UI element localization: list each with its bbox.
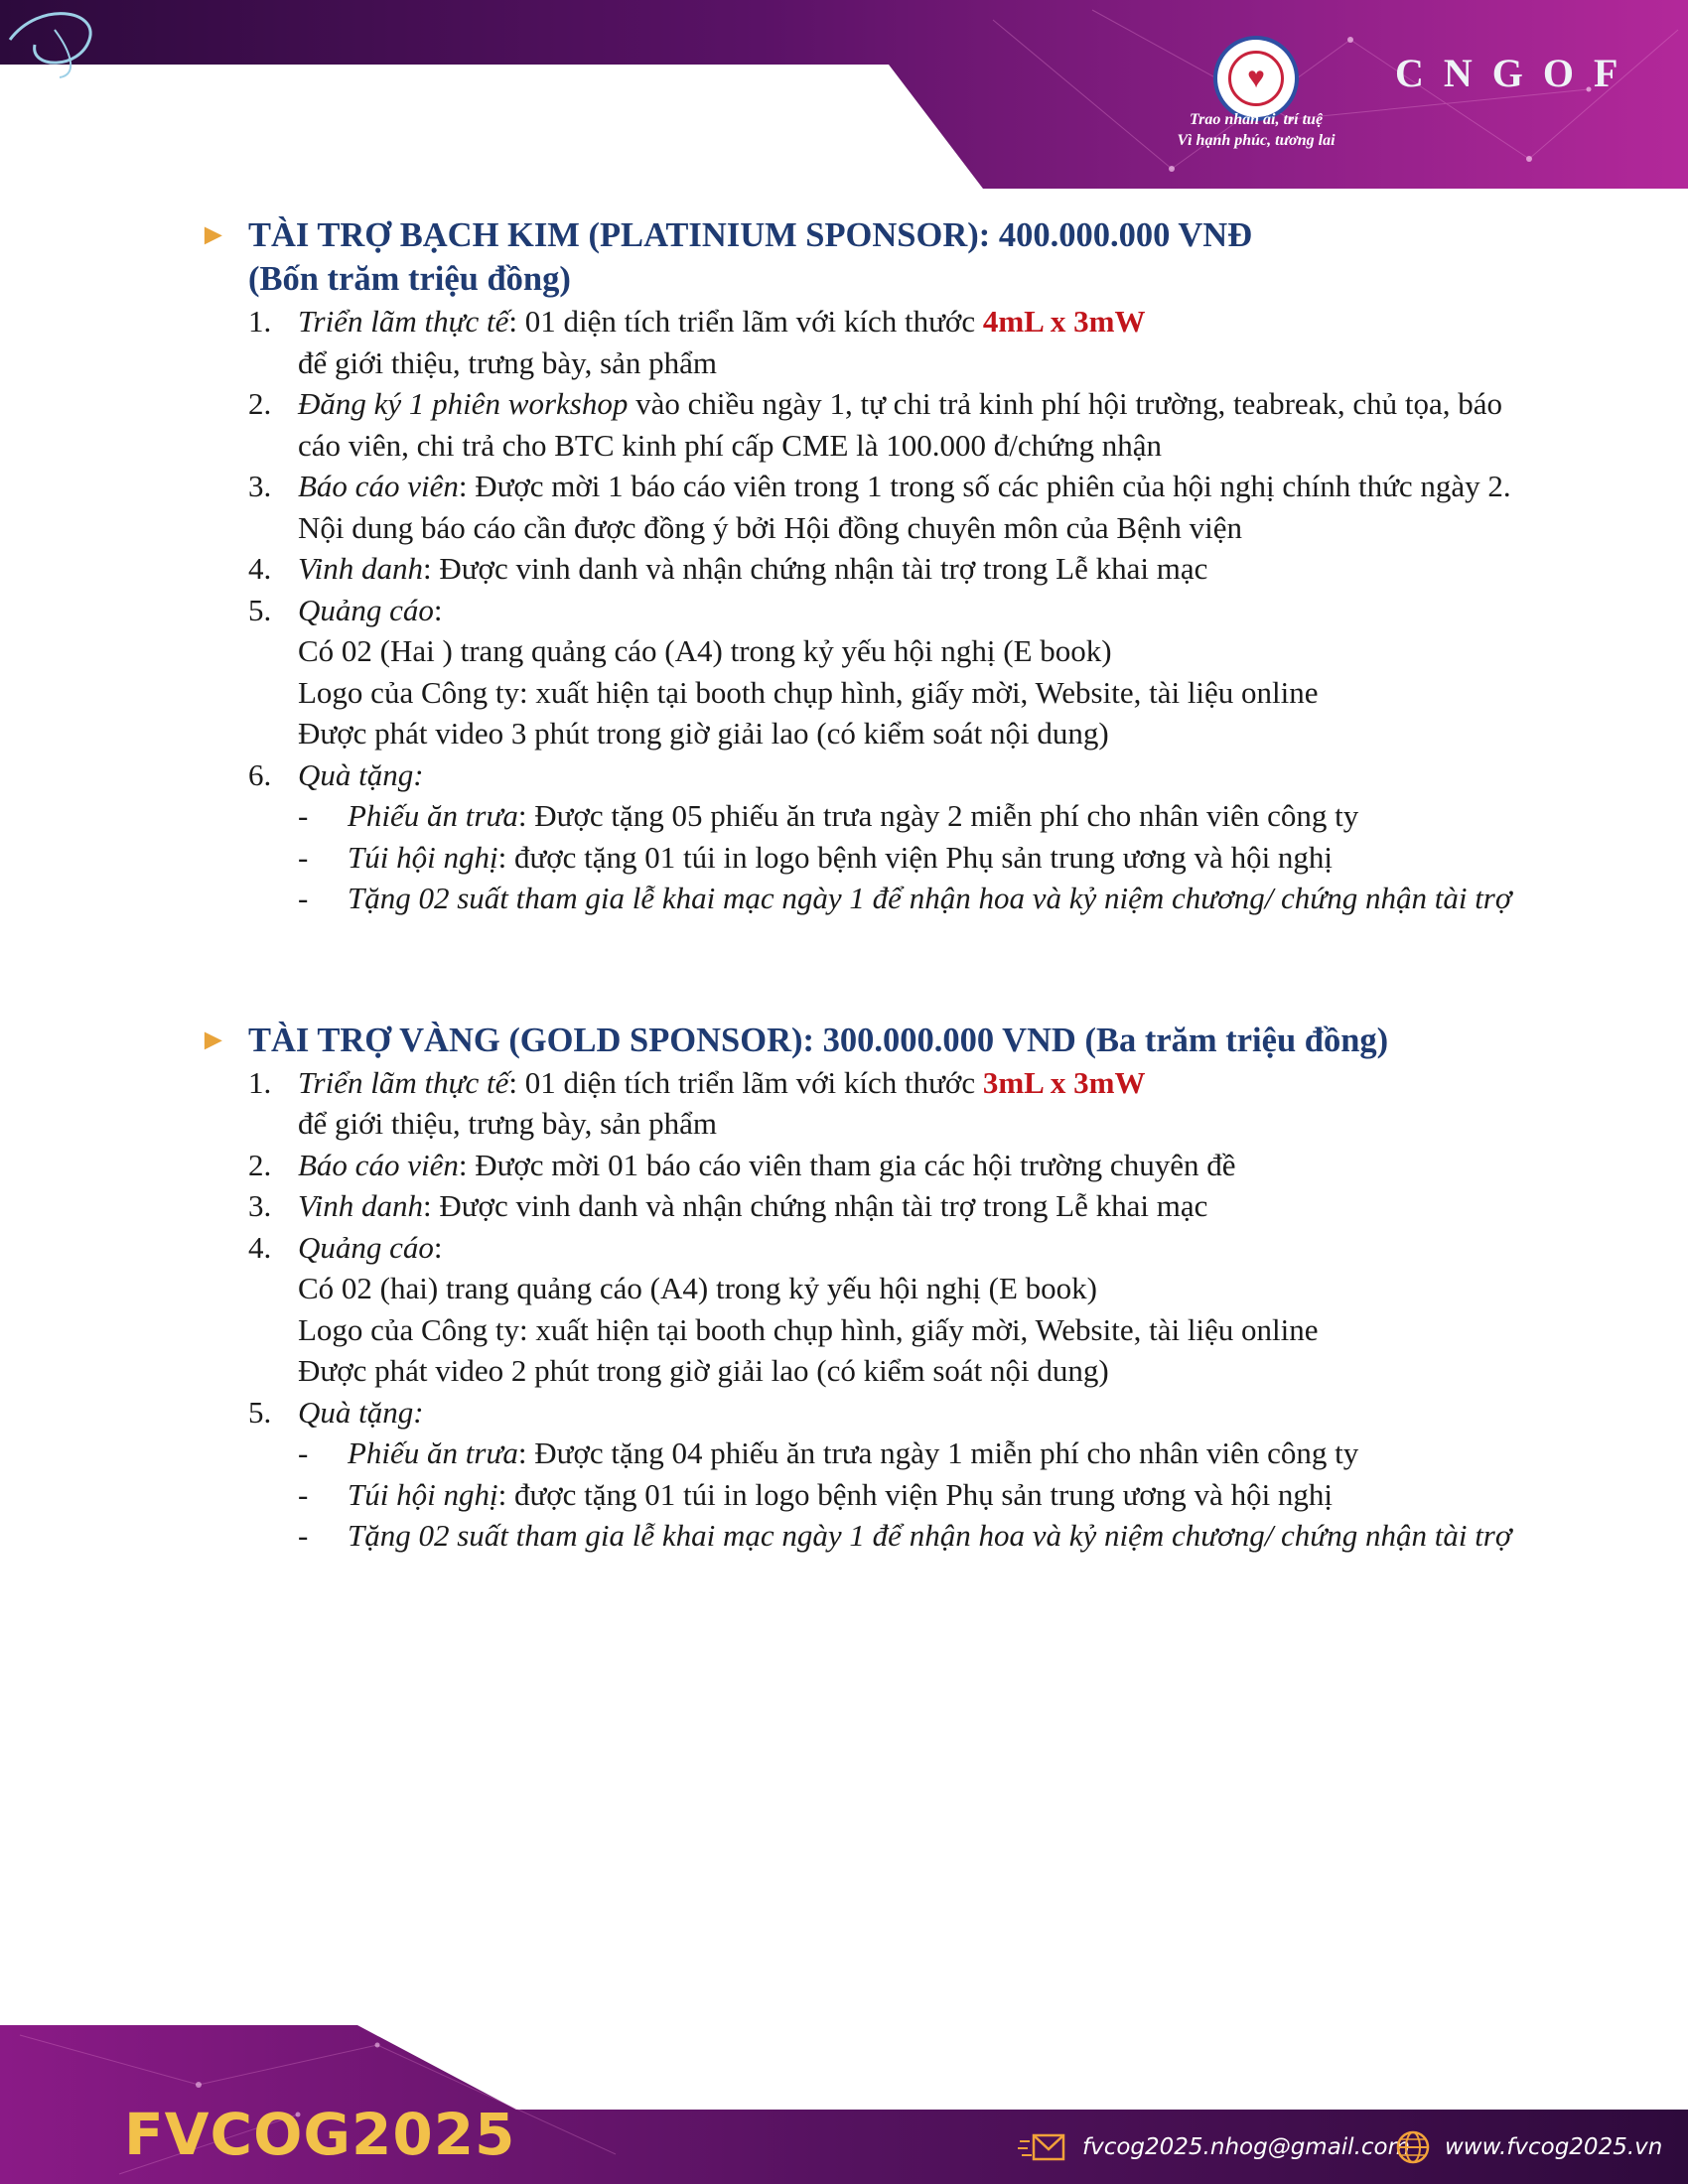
booth-size: 3mL x 3mW xyxy=(982,1064,1146,1100)
sub-item: - Tặng 02 suất tham gia lễ khai mạc ngày 1 để nhận hoa và kỷ niệm chương/ chứng nhận tài trợ xyxy=(298,1518,1512,1553)
slogan-line-2: Vì hạnh phúc, tương lai xyxy=(1177,132,1336,149)
list-item: 5. Quà tặng: xyxy=(248,1394,424,1430)
sub-item: - Phiếu ăn trưa: Được tặng 04 phiếu ăn trưa ngày 1 miễn phí cho nhân viên công ty xyxy=(298,1435,1359,1470)
cngof-swirl-icon xyxy=(0,0,119,79)
platinum-title-line-1: TÀI TRỢ BẠCH KIM (PLATINIUM SPONSOR): 400.000.000 VNĐ xyxy=(248,216,1253,254)
list-item: 3. Vinh danh: Được vinh danh và nhận chứng nhận tài trợ trong Lễ khai mạc xyxy=(248,1188,1208,1223)
gold-section-title xyxy=(199,1019,1549,1062)
heart-icon: ♥ xyxy=(1228,51,1284,106)
booth-size: 4mL x 3mW xyxy=(982,304,1146,339)
platinum-title-line-2: (Bốn trăm triệu đồng) xyxy=(248,260,571,298)
slogan-line-1: Trao nhân ái, trí tuệ xyxy=(1189,111,1324,128)
list-item: 1. Triển lãm thực tế: 01 diện tích triển lãm với kích thước 4mL x 3mW để giới thiệu, trưng bày, sản phẩm xyxy=(248,304,1146,380)
sub-item: - Túi hội nghị: được tặng 01 túi in logo bệnh viện Phụ sản trung ương và hội nghị xyxy=(298,839,1334,875)
list-item: 6. Quà tặng: xyxy=(248,756,424,792)
gold-benefits-list xyxy=(248,1062,1549,1557)
platinum-benefits-list xyxy=(248,301,1549,919)
list-item: 5. Quảng cáo: Có 02 (Hai ) trang quảng cáo (A4) trong kỷ yếu hội nghị (E book) Logo của Công ty: xuất hiện tại booth chụp hình, giấy mời, Website, tài liệu online Được phát video 3 phút trong giờ giải lao (có kiểm soát nội dung) xyxy=(248,592,1319,751)
list-item: 4. Quảng cáo: Có 02 (hai) trang quảng cáo (A4) trong kỷ yếu hội nghị (E book) Logo của Công ty: xuất hiện tại booth chụp hình, giấy mời, Website, tài liệu online Được phát video 2 phút trong giờ giải lao (có kiểm soát nội dung) xyxy=(248,1229,1319,1388)
arrow-icon: ► xyxy=(199,1023,228,1056)
document-body xyxy=(199,213,1549,1557)
sub-item: - Túi hội nghị: được tặng 01 túi in logo bệnh viện Phụ sản trung ương và hội nghị xyxy=(298,1476,1334,1512)
gift-sublist xyxy=(298,795,1549,919)
email-address[interactable]: fvcog2025.nhog@gmail.com xyxy=(1082,2134,1411,2160)
header-banner xyxy=(0,0,1688,189)
list-item: 2. Báo cáo viên: Được mời 01 báo cáo viên tham gia các hội trường chuyên đề xyxy=(248,1147,1236,1182)
arrow-icon: ► xyxy=(199,218,228,251)
list-item: 2. Đăng ký 1 phiên workshop vào chiều ngày 1, tự chi trả kinh phí hội trường, teabreak, chủ tọa, báo cáo viên, chi trả cho BTC kinh phí cấp CME là 100.000 đ/chứng nhận xyxy=(248,386,1503,463)
globe-icon xyxy=(1395,2129,1431,2165)
list-item: 4. Vinh danh: Được vinh danh và nhận chứng nhận tài trợ trong Lễ khai mạc xyxy=(248,551,1208,586)
sub-item: - Tặng 02 suất tham gia lễ khai mạc ngày 1 để nhận hoa và kỷ niệm chương/ chứng nhận tài trợ xyxy=(298,881,1512,915)
platinum-section-title xyxy=(199,213,1549,301)
gift-sublist xyxy=(298,1433,1549,1557)
list-item: 1. Triển lãm thực tế: 01 diện tích triển lãm với kích thước 3mL x 3mW để giới thiệu, trưng bày, sản phẩm xyxy=(248,1064,1146,1141)
cngof-logo: CNGOF xyxy=(1395,51,1638,95)
website-link[interactable]: www.fvcog2025.vn xyxy=(1445,2134,1663,2160)
hospital-slogan xyxy=(1142,109,1370,151)
sub-item: - Phiếu ăn trưa: Được tặng 05 phiếu ăn trưa ngày 2 miễn phí cho nhân viên công ty xyxy=(298,798,1359,833)
email-icon xyxy=(1018,2131,1065,2163)
event-name: FVCOG2025 xyxy=(124,2101,516,2168)
gold-title: TÀI TRỢ VÀNG (GOLD SPONSOR): 300.000.000 VND (Ba trăm triệu đồng) xyxy=(248,1021,1389,1059)
list-item: 3. Báo cáo viên: Được mời 1 báo cáo viên trong 1 trong số các phiên của hội nghị chính thức ngày 2. Nội dung báo cáo cần được đồng ý bởi Hội đồng chuyên môn của Bệnh viện xyxy=(248,469,1511,545)
